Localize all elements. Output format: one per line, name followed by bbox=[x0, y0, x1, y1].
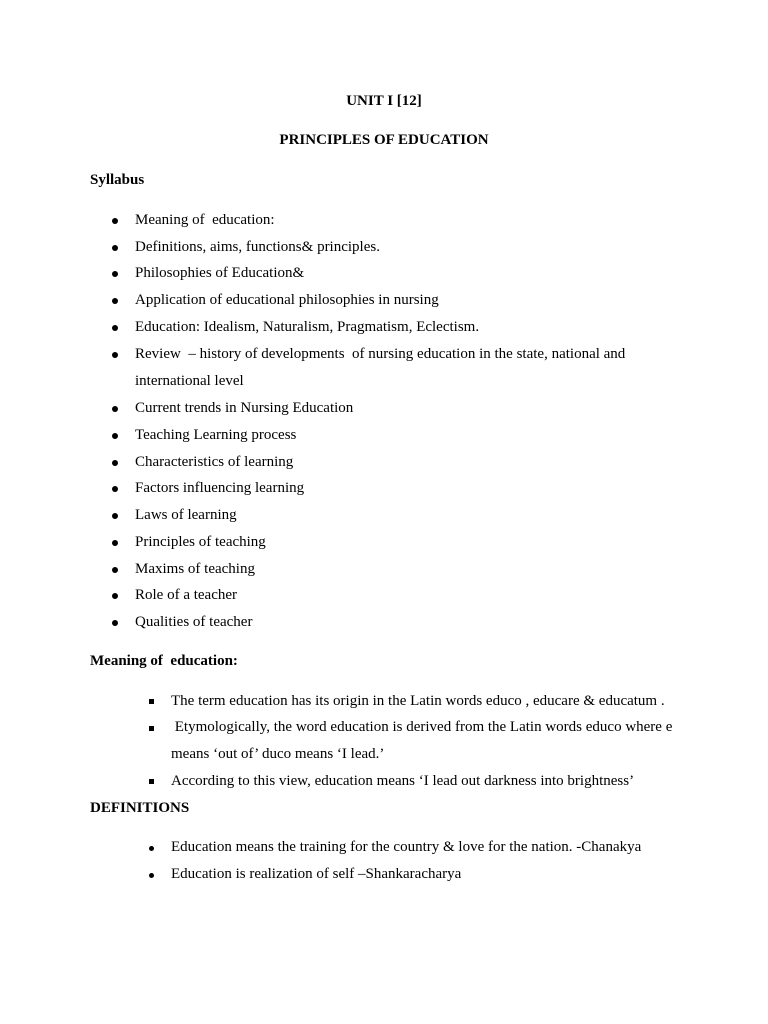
bullet-icon bbox=[112, 298, 118, 304]
bullet-icon bbox=[112, 325, 118, 331]
list-item: Characteristics of learning bbox=[135, 454, 294, 470]
list-item: Application of educational philosophies in nursing bbox=[135, 292, 439, 308]
list-item: Principles of teaching bbox=[135, 534, 266, 550]
bullet-icon bbox=[112, 271, 118, 277]
square-bullet-icon bbox=[149, 726, 154, 731]
bullet-icon bbox=[112, 620, 118, 626]
list-item: Maxims of teaching bbox=[135, 561, 255, 577]
list-item: Meaning of education: bbox=[135, 212, 275, 228]
list-item: Laws of learning bbox=[135, 507, 237, 523]
definitions-heading: DEFINITIONS bbox=[90, 800, 190, 816]
list-item: The term education has its origin in the Latin words educo , educare & educatum . bbox=[171, 693, 665, 709]
bullet-icon bbox=[112, 433, 118, 439]
bullet-icon bbox=[112, 218, 118, 224]
bullet-icon bbox=[112, 540, 118, 546]
list-item: Philosophies of Education& bbox=[135, 265, 305, 281]
list-item: Etymologically, the word education is derived from the Latin words educo where e bbox=[171, 719, 673, 735]
list-item: Factors influencing learning bbox=[135, 480, 305, 496]
list-item: Qualities of teacher bbox=[135, 614, 253, 630]
list-item-continuation: means ‘out of’ duco means ‘I lead.’ bbox=[171, 746, 385, 762]
syllabus-heading: Syllabus bbox=[90, 172, 145, 188]
list-item: Review – history of developments of nursing education in the state, national and bbox=[135, 346, 626, 362]
bullet-icon bbox=[112, 352, 118, 358]
list-item: Education is realization of self –Shankaracharya bbox=[171, 866, 462, 882]
list-item-continuation: international level bbox=[135, 373, 244, 389]
bullet-icon bbox=[112, 406, 118, 412]
bullet-icon bbox=[112, 567, 118, 573]
main-title: PRINCIPLES OF EDUCATION bbox=[279, 132, 489, 148]
list-item: Education: Idealism, Naturalism, Pragmatism, Eclectism. bbox=[135, 319, 480, 335]
bullet-icon bbox=[112, 513, 118, 519]
list-item: According to this view, education means ‘I lead out darkness into brightness’ bbox=[171, 773, 635, 789]
bullet-icon bbox=[112, 593, 118, 599]
bullet-icon bbox=[149, 873, 154, 878]
unit-title: UNIT I [12] bbox=[346, 93, 422, 109]
list-item: Definitions, aims, functions& principles. bbox=[135, 239, 380, 255]
bullet-icon bbox=[112, 245, 118, 251]
list-item: Role of a teacher bbox=[135, 587, 238, 603]
square-bullet-icon bbox=[149, 779, 154, 784]
bullet-icon bbox=[112, 460, 118, 466]
list-item: Education means the training for the country & love for the nation. -Chanakya bbox=[171, 839, 642, 855]
square-bullet-icon bbox=[149, 699, 154, 704]
bullet-icon bbox=[149, 846, 154, 851]
bullet-icon bbox=[112, 486, 118, 492]
list-item: Teaching Learning process bbox=[135, 427, 297, 443]
meaning-heading: Meaning of education: bbox=[90, 653, 238, 669]
list-item: Current trends in Nursing Education bbox=[135, 400, 354, 416]
